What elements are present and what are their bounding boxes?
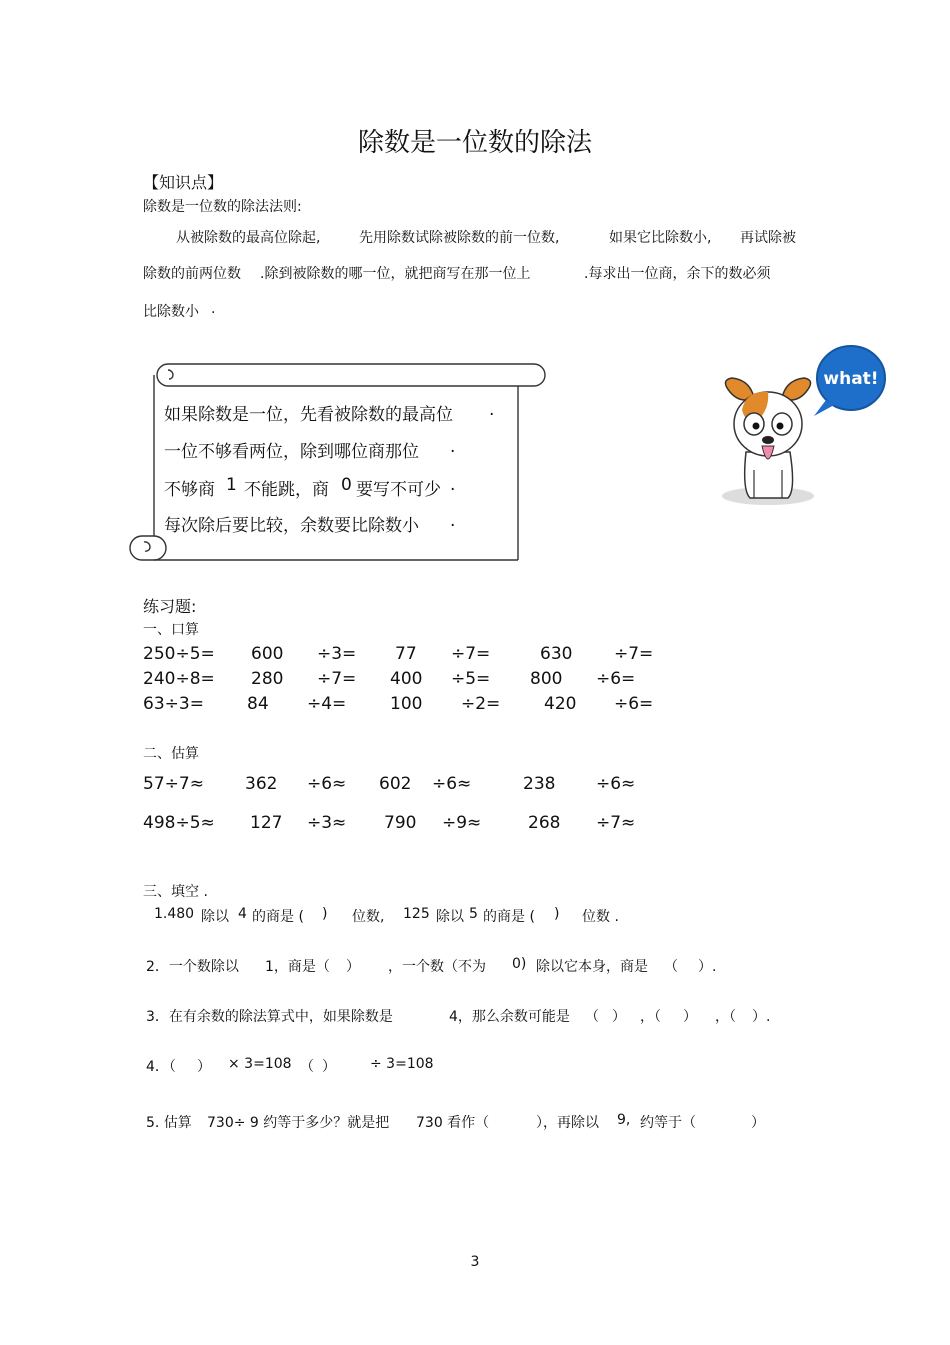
oral-r2-c2: 280 bbox=[251, 669, 284, 689]
oral-r3-c6: 420 bbox=[544, 694, 577, 714]
oral-heading: 一、口算 bbox=[143, 622, 199, 638]
q4-t3: × 3=108 bbox=[228, 1056, 292, 1072]
oral-r2-c1: 240÷8= bbox=[143, 669, 215, 689]
rule-line2-b: .除到被除数的哪一位，就把商写在那一位上 bbox=[260, 266, 531, 282]
q3-t4: ） bbox=[612, 1009, 626, 1025]
q1-num: 1.480 bbox=[154, 906, 195, 922]
scroll-line1-dot: . bbox=[489, 400, 495, 420]
q4-t1: 4．（ bbox=[146, 1059, 176, 1075]
oral-r2-c6: 800 bbox=[530, 669, 563, 689]
exercises-heading: 练习题: bbox=[143, 597, 197, 616]
q4-t5: ） bbox=[322, 1059, 336, 1075]
scroll-line2: 一位不够看两位，除到哪位商那位 bbox=[164, 442, 419, 462]
scroll-line3-e: 要写不可少 bbox=[356, 480, 441, 500]
est-r2-c5: ÷9≈ bbox=[442, 813, 482, 833]
oral-r2-c3: ÷7= bbox=[317, 669, 357, 689]
q1-t9: 的商是 ( bbox=[483, 909, 535, 925]
oral-r1-c1: 250÷5= bbox=[143, 644, 215, 664]
oral-r2-c4: 400 bbox=[390, 669, 423, 689]
page-number: 3 bbox=[470, 1254, 480, 1270]
q1-t7: 除以 bbox=[436, 909, 464, 925]
q2-t6: 除以它本身，商是 bbox=[536, 959, 648, 975]
est-r1-c3: ÷6≈ bbox=[307, 774, 347, 794]
est-r2-c7: ÷7≈ bbox=[596, 813, 636, 833]
scroll-line3-a: 不够商 bbox=[164, 480, 215, 500]
q3-t8: ）. bbox=[752, 1009, 771, 1025]
oral-r1-c4: 77 bbox=[395, 644, 417, 664]
q1-t10: ) bbox=[554, 906, 560, 922]
q1-t6: 125 bbox=[403, 906, 430, 922]
q1-t4: ) bbox=[322, 906, 328, 922]
q5-t7: ） bbox=[751, 1115, 765, 1131]
est-r1-c7: ÷6≈ bbox=[596, 774, 636, 794]
q1-t1: 除以 bbox=[201, 909, 229, 925]
fill-heading: 三、填空 . bbox=[143, 884, 208, 900]
q5-t1: 5. 估算 bbox=[146, 1115, 192, 1131]
est-r2-c4: 790 bbox=[384, 813, 417, 833]
q1-t8: 5 bbox=[469, 906, 478, 922]
q3-t6: ） bbox=[683, 1009, 697, 1025]
page-title: 除数是一位数的除法 bbox=[357, 128, 592, 158]
dog-mascot-icon bbox=[716, 340, 896, 512]
q1-t11: 位数 . bbox=[582, 909, 619, 925]
est-r1-c1: 57÷7≈ bbox=[143, 774, 204, 794]
scroll-line4: 每次除后要比较，余数要比除数小 bbox=[164, 516, 419, 536]
q5-t6: 约等于（ bbox=[640, 1115, 696, 1131]
est-r2-c3: ÷3≈ bbox=[307, 813, 347, 833]
scroll-line3-b: 1 bbox=[226, 475, 237, 495]
q5-t3: 730 看作（ bbox=[416, 1115, 490, 1131]
scroll-line2-dot: . bbox=[450, 437, 456, 457]
q3-t2: 4，那么余数可能是 bbox=[449, 1009, 570, 1025]
q4-t6: ÷ 3=108 bbox=[370, 1056, 434, 1072]
oral-r1-c7: ÷7= bbox=[614, 644, 654, 664]
scroll-line4-dot: . bbox=[450, 511, 456, 531]
q2-t3: ） bbox=[346, 959, 360, 975]
q3-t1: 3．在有余数的除法算式中，如果除数是 bbox=[146, 1009, 393, 1025]
estimate-heading: 二、估算 bbox=[143, 746, 199, 762]
est-r1-c4: 602 bbox=[379, 774, 412, 794]
rule-line1-d: 再试除被 bbox=[740, 230, 796, 246]
q1-t2: 4 bbox=[238, 906, 247, 922]
q5-t4: ），再除以 bbox=[536, 1115, 599, 1131]
rule-line1-c: 如果它比除数小, bbox=[609, 230, 712, 246]
q3-t7: ，（ bbox=[715, 1009, 736, 1025]
rule-line1-a: 从被除数的最高位除起, bbox=[176, 230, 321, 246]
est-r1-c5: ÷6≈ bbox=[432, 774, 472, 794]
q2-t7: （ bbox=[664, 959, 678, 975]
scroll-line3-c: 不能跳，商 bbox=[244, 480, 329, 500]
oral-r1-c5: ÷7= bbox=[451, 644, 491, 664]
rule-title: 除数是一位数的除法法则: bbox=[143, 199, 302, 215]
q2-t5: 0) bbox=[512, 956, 527, 972]
scroll-line3-d: 0 bbox=[341, 475, 352, 495]
rule-line2-a: 除数的前两位数 bbox=[143, 266, 241, 282]
est-r1-c2: 362 bbox=[245, 774, 278, 794]
q4-t4: （ bbox=[300, 1059, 314, 1075]
est-r2-c6: 268 bbox=[528, 813, 561, 833]
rule-line3-a: 比除数小 bbox=[143, 304, 199, 320]
est-r1-c6: 238 bbox=[523, 774, 556, 794]
q2-t4: ，一个数（不为 bbox=[388, 959, 486, 975]
rule-line2-c: .每求出一位商，余下的数必须 bbox=[584, 266, 771, 282]
oral-r2-c5: ÷5= bbox=[451, 669, 491, 689]
oral-r1-c6: 630 bbox=[540, 644, 573, 664]
scroll-line1: 如果除数是一位，先看被除数的最高位 bbox=[164, 405, 453, 425]
oral-r3-c1: 63÷3= bbox=[143, 694, 204, 714]
q4-t2: ） bbox=[197, 1059, 211, 1075]
q2-t8: ）. bbox=[698, 959, 717, 975]
oral-r3-c2: 84 bbox=[247, 694, 269, 714]
q2-t2: 1，商是（ bbox=[265, 959, 330, 975]
q2-t1: 2．一个数除以 bbox=[146, 959, 239, 975]
oral-r3-c5: ÷2= bbox=[461, 694, 501, 714]
rule-line3-b: . bbox=[211, 301, 216, 317]
oral-r1-c3: ÷3= bbox=[317, 644, 357, 664]
q5-t2: 730÷ 9 约等于多少？就是把 bbox=[207, 1115, 390, 1131]
oral-r3-c3: ÷4= bbox=[307, 694, 347, 714]
oral-r2-c7: ÷6= bbox=[596, 669, 636, 689]
scroll-line3-f: . bbox=[450, 475, 456, 495]
est-r2-c2: 127 bbox=[250, 813, 283, 833]
q3-t3: （ bbox=[585, 1009, 599, 1025]
q3-t5: ，（ bbox=[640, 1009, 661, 1025]
q1-t5: 位数, bbox=[352, 909, 385, 925]
bubble-text: what! bbox=[823, 369, 879, 389]
knowledge-heading: 【知识点】 bbox=[143, 173, 224, 192]
est-r2-c1: 498÷5≈ bbox=[143, 813, 215, 833]
rule-line1-b: 先用除数试除被除数的前一位数, bbox=[359, 230, 560, 246]
oral-r3-c4: 100 bbox=[390, 694, 423, 714]
oral-r3-c7: ÷6= bbox=[614, 694, 654, 714]
oral-r1-c2: 600 bbox=[251, 644, 284, 664]
q5-t5: 9, bbox=[617, 1112, 631, 1128]
q1-t3: 的商是 ( bbox=[252, 909, 304, 925]
